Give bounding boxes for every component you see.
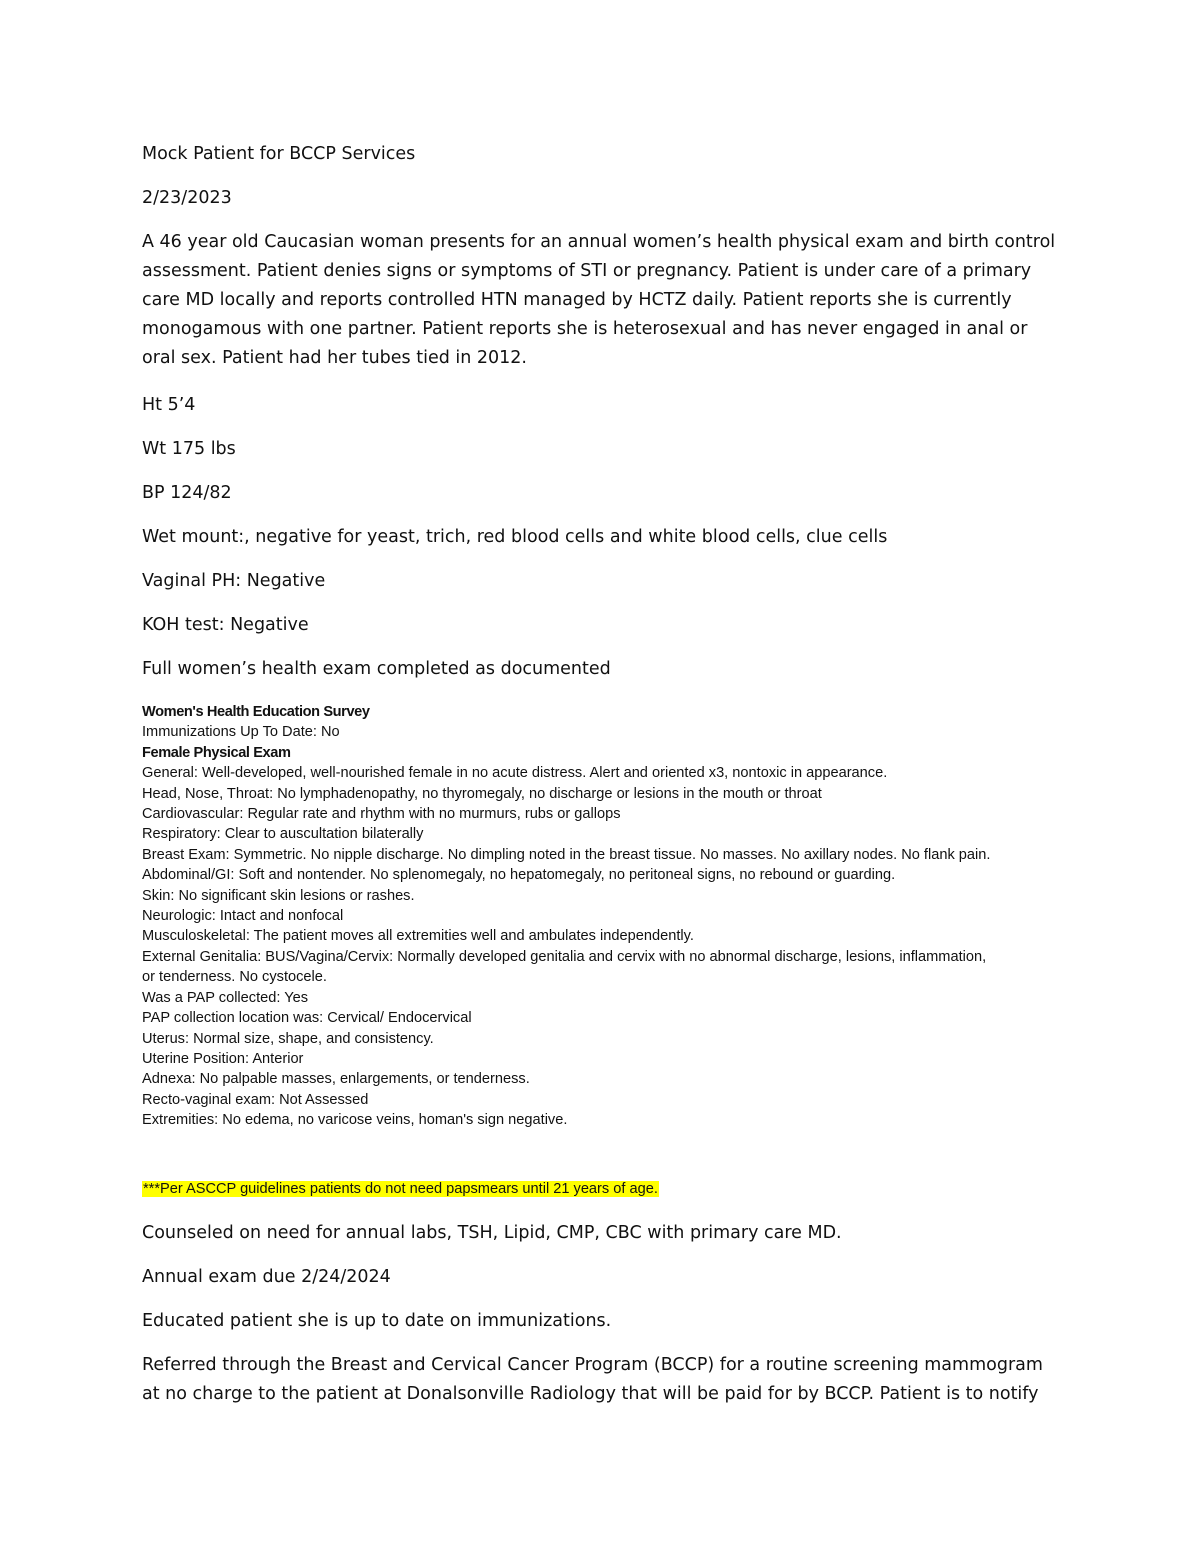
exam-line: Uterus: Normal size, shape, and consistency. bbox=[142, 1030, 434, 1047]
physical-exam-heading: Female Physical Exam bbox=[142, 744, 291, 761]
exam-completed-note: Full women’s health exam completed as documented bbox=[142, 659, 611, 679]
referral-note: Referred through the Breast and Cervical Cancer Program (BCCP) for a routine screening mammogram at no charge to the patient at Donalsonville Radiology that will be paid for by BCCP. Patient is to notify bbox=[142, 1354, 1043, 1404]
exam-line: Cardiovascular: Regular rate and rhythm with no murmurs, rubs or gallops bbox=[142, 806, 621, 823]
survey-section bbox=[142, 702, 1062, 1131]
exam-line: Breast Exam: Symmetric. No nipple discharge. No dimpling noted in the breast tissue. No masses. No axillary nodes. No flank pain. bbox=[142, 846, 991, 863]
plan-section bbox=[142, 1219, 1062, 1409]
survey-immunizations: Immunizations Up To Date: No bbox=[142, 724, 340, 741]
vital-weight: Wt 175 lbs bbox=[142, 439, 236, 459]
exam-line: Extremities: No edema, no varicose veins, homan's sign negative. bbox=[142, 1112, 568, 1129]
counseling-note: Counseled on need for annual labs, TSH, Lipid, CMP, CBC with primary care MD. bbox=[142, 1222, 842, 1243]
lab-koh-test: KOH test: Negative bbox=[142, 615, 309, 635]
document-page bbox=[142, 140, 1062, 1424]
exam-line: Recto-vaginal exam: Not Assessed bbox=[142, 1091, 369, 1108]
exam-line: Adnexa: No palpable masses, enlargements, or tenderness. bbox=[142, 1071, 530, 1088]
exam-line: Skin: No significant skin lesions or rashes. bbox=[142, 887, 415, 904]
exam-line: Was a PAP collected: Yes bbox=[142, 989, 309, 1006]
physical-exam-list bbox=[142, 763, 1062, 1130]
exam-line: Abdominal/GI: Soft and nontender. No splenomegaly, no hepatomegaly, no peritoneal signs, no rebound or guarding. bbox=[142, 867, 896, 884]
guideline-note-line bbox=[142, 1179, 1062, 1199]
exam-line: or tenderness. No cystocele. bbox=[142, 969, 327, 986]
exam-line: PAP collection location was: Cervical/ Endocervical bbox=[142, 1010, 472, 1027]
spacer bbox=[142, 1131, 1062, 1179]
exam-line: General: Well-developed, well-nourished female in no acute distress. Alert and oriented x3, nontoxic in appearance. bbox=[142, 765, 888, 782]
exam-line: Head, Nose, Throat: No lymphadenopathy, no thyromegaly, no discharge or lesions in the mouth or throat bbox=[142, 785, 822, 802]
lab-vaginal-ph: Vaginal PH: Negative bbox=[142, 571, 326, 591]
exam-line: Neurologic: Intact and nonfocal bbox=[142, 908, 344, 925]
exam-line: Musculoskeletal: The patient moves all extremities well and ambulates independently. bbox=[142, 928, 694, 945]
vital-bp: BP 124/82 bbox=[142, 483, 232, 503]
immunization-education: Educated patient she is up to date on immunizations. bbox=[142, 1310, 612, 1331]
exam-line: External Genitalia: BUS/Vagina/Cervix: Normally developed genitalia and cervix with no abnormal discharge, lesions, inflammation, bbox=[142, 948, 987, 965]
survey-heading: Women's Health Education Survey bbox=[142, 704, 370, 720]
document-date: 2/23/2023 bbox=[142, 188, 232, 208]
document-title: Mock Patient for BCCP Services bbox=[142, 144, 416, 164]
annual-exam-due: Annual exam due 2/24/2024 bbox=[142, 1266, 391, 1287]
exam-line: Respiratory: Clear to auscultation bilaterally bbox=[142, 826, 424, 843]
intro-paragraph: A 46 year old Caucasian woman presents for an annual women’s health physical exam and birth control assessment. Patient denies signs or symptoms of STI or pregnancy. Patient is under care of a primary care MD locally and reports controlled HTN managed by HCTZ daily. Patient reports she is currently monogamous with one partner. Patient reports she is heterosexual and has never engaged in anal or oral sex. Patient had her tubes tied in 2012. bbox=[142, 232, 1056, 368]
exam-line: Uterine Position: Anterior bbox=[142, 1050, 304, 1067]
guideline-note: ***Per ASCCP guidelines patients do not need papsmears until 21 years of age. bbox=[143, 1180, 658, 1197]
lab-wet-mount: Wet mount:, negative for yeast, trich, red blood cells and white blood cells, clue cells bbox=[142, 527, 888, 547]
vital-height: Ht 5’4 bbox=[142, 395, 196, 415]
